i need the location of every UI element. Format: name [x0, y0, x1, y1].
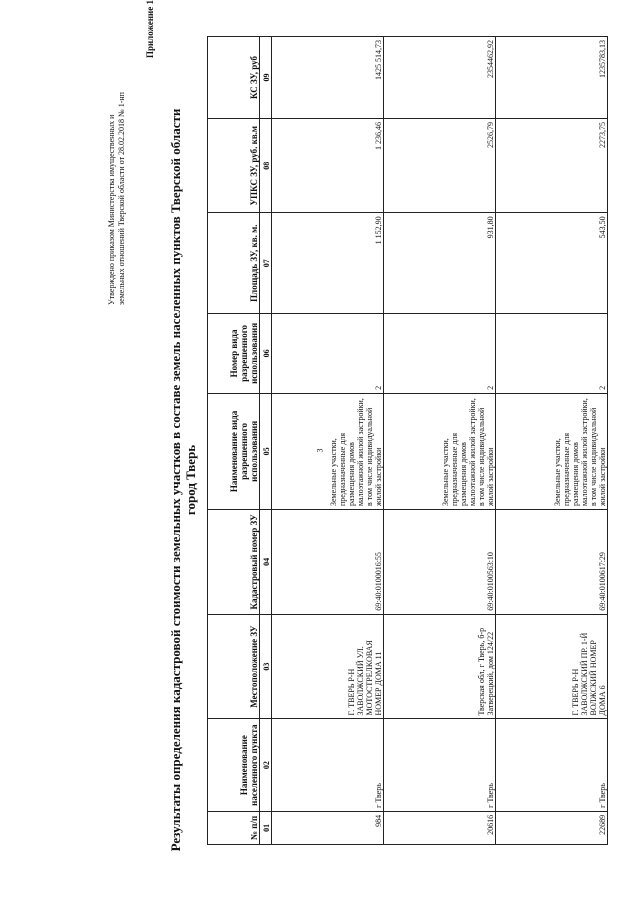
row-no: 984: [271, 811, 383, 844]
column-number: 02: [259, 719, 271, 811]
table-row: [271, 37, 383, 845]
row-no: 20616: [383, 811, 495, 844]
row-use-name: Земельные участки, предназначенные для размещения домов малоэтажной жилой застройки, в том числе индивидуальной жилой застройки: [383, 393, 495, 509]
header-no: № п/п: [208, 811, 260, 844]
row-area: 543,50: [495, 213, 607, 314]
column-number: 03: [259, 614, 271, 719]
row-cadastral: 69:40:0100016:55: [271, 510, 383, 615]
row-use-name: Земельные участки, предназначенные для размещения домов малоэтажной жилой застройки, в том числе индивидуальной жилой застройки: [495, 393, 607, 509]
row-ks: 1235783,13: [495, 37, 607, 119]
title-line-2: город Тверь: [183, 444, 198, 516]
row-use-name: Земельные участки, предназначенные для размещения домов малоэтажной жилой застройки, в том числе индивидуальной жилой застройки: [271, 393, 383, 509]
column-number: 08: [259, 119, 271, 213]
row-location: Г. ТВЕРЬ Р-Н ЗАВОЛЖСКИЙ ПР. 1-Й ВОЛЖСКИЙ НОМЕР ДОМА 6: [495, 614, 607, 719]
approval-note: [107, 55, 127, 305]
table-row: [383, 37, 495, 845]
approval-line-1: Утверждено приказом Министерства имущественных и: [107, 114, 116, 305]
row-use-code: 2: [495, 313, 607, 393]
header-use-code: Номер вида разрешенного использования: [208, 313, 260, 393]
row-ks: 2354462,92: [383, 37, 495, 119]
header-use-name: Наименование вида разрешенного использования: [208, 393, 260, 509]
column-number: 07: [259, 213, 271, 314]
row-area: 931,80: [383, 213, 495, 314]
column-number-row: [259, 37, 271, 845]
row-cadastral: 69:40:0100563:10: [383, 510, 495, 615]
column-number: 04: [259, 510, 271, 615]
column-number: 06: [259, 313, 271, 393]
row-use-code: 2: [383, 313, 495, 393]
header-cadastral: Кадастровый номер ЗУ: [208, 510, 260, 615]
row-no: 22689: [495, 811, 607, 844]
header-area: Площадь ЗУ, кв. м.: [208, 213, 260, 314]
approval-line-2: земельных отношений Тверской области от 28.02.2018 № 1-нп: [117, 92, 126, 305]
row-upks: 2526,79: [383, 119, 495, 213]
rotated-page: [20, 0, 620, 880]
row-settlement: г Тверь: [383, 719, 495, 811]
document-title: [168, 80, 198, 880]
title-line-1: Результаты определения кадастровой стоимости земельных участков в составе земель населенных пунктов Тверской области: [168, 108, 183, 852]
row-location: Тверская обл, г Тверь, б-р Затверецкий, дом 124/22: [383, 614, 495, 719]
column-number: 01: [259, 811, 271, 844]
header-row: [208, 37, 260, 845]
header-location: Местоположение ЗУ: [208, 614, 260, 719]
header-upks: УПКС ЗУ, руб. кв.м: [208, 119, 260, 213]
row-area: 1 152,90: [271, 213, 383, 314]
row-upks: 2273,75: [495, 119, 607, 213]
results-table: [207, 36, 608, 845]
row-ks: 1425 514,73: [271, 37, 383, 119]
column-number: 05: [259, 393, 271, 509]
row-settlement: г Тверь: [271, 719, 383, 811]
page-number: 3: [315, 448, 325, 453]
row-use-code: 2: [271, 313, 383, 393]
table-row: [495, 37, 607, 845]
header-ks: КС ЗУ, руб: [208, 37, 260, 119]
row-location: Г. ТВЕРЬ Р-Н ЗАВОЛЖСКИЙ УЛ. МОТОСТРЕЛКОВАЯ НОМЕР ДОМА 11: [271, 614, 383, 719]
appendix-label: Приложение 1: [145, 0, 155, 59]
row-settlement: г Тверь: [495, 719, 607, 811]
column-number: 09: [259, 37, 271, 119]
header-settlement: Наименование населенного пункта: [208, 719, 260, 811]
row-cadastral: 69:40:0100617:29: [495, 510, 607, 615]
row-upks: 1 236,46: [271, 119, 383, 213]
